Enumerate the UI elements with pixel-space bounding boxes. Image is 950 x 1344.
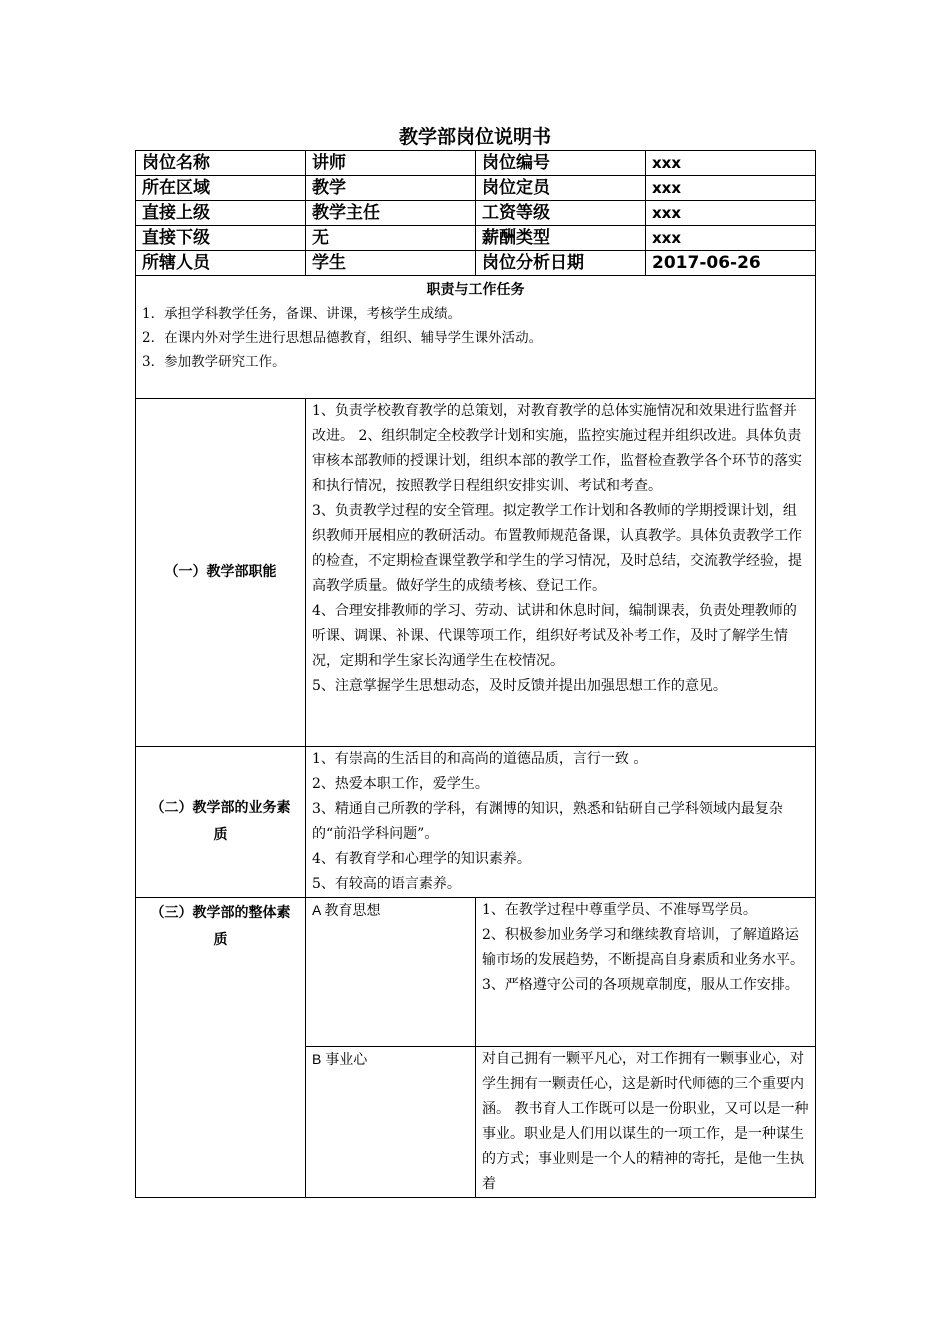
info-label: 工资等级 [476,201,646,226]
info-value: xxx [646,201,816,226]
info-label: 岗位编号 [476,151,646,176]
info-row [136,176,816,201]
section-paragraph: 1、在教学过程中尊重学员、不准辱骂学员。 [482,902,757,918]
document-title: 教学部岗位说明书 [398,126,551,148]
info-label: 所辖人员 [136,251,306,276]
info-label: 岗位名称 [136,151,306,176]
info-value: xxx [646,226,816,251]
duties-heading: 职责与工作任务 [426,282,525,298]
duties-cell [136,276,816,399]
section-paragraph: 3、精通自己所教的学科，有渊博的知识，熟悉和钻研自己学科领域内最复杂的“前沿学科问题”。 [312,801,783,842]
info-row [136,201,816,226]
section-label: （一）教学部职能 [136,399,306,747]
subsection-content [476,1047,816,1198]
section-paragraph: 5、有较高的语言素养。 [312,876,461,892]
subsection-label: B 事业心 [306,1047,476,1198]
subsection-content [476,898,816,1047]
info-label: 所在区域 [136,176,306,201]
info-value: 学生 [306,251,476,276]
section-paragraph: 4、合理安排教师的学习、劳动、试讲和休息时间，编制课表，负责处理教师的听课、调课、补课、代课等项工作，组织好考试及补考工作，及时了解学生情况，定期和学生家长沟通学生在校情况。 [312,603,797,669]
section-paragraph: 5、注意掌握学生思想动态，及时反馈并提出加强思想工作的意见。 [312,678,727,694]
section-row [136,747,816,898]
section-content [306,399,816,747]
subsection-label: A 教育思想 [306,898,476,1047]
section-label: （二）教学部的业务素质 [136,747,306,898]
info-row [136,226,816,251]
info-row [136,151,816,176]
section-paragraph: 对自己拥有一颗平凡心，对工作拥有一颗事业心，对学生拥有一颗责任心，这是新时代师德的三个重要内涵。 教书育人工作既可以是一份职业，又可以是一种事业。职业是人们用以谋生的一项工作，是一种谋生的方式；事业则是一个人的精神的寄托，是他一生执着 [482,1051,809,1192]
info-value: 教学 [306,176,476,201]
section-label: （三）教学部的整体素质 [136,898,306,1198]
info-value: 讲师 [306,151,476,176]
section-paragraph: 3、严格遵守公司的各项规章制度，服从工作安排。 [482,977,799,993]
info-label: 岗位定员 [476,176,646,201]
duty-item: 1．承担学科教学任务，备课、讲课，考核学生成绩。 [142,306,462,322]
section-paragraph: 2、积极参加业务学习和继续教育培训，了解道路运输市场的发展趋势，不断提高自身素质和业务水平。 [482,927,804,968]
info-label: 薪酬类型 [476,226,646,251]
job-description-table [135,150,816,1198]
info-label: 岗位分析日期 [476,251,646,276]
info-label: 直接上级 [136,201,306,226]
section-row [136,898,816,1047]
duty-item: 3．参加教学研究工作。 [142,354,286,370]
duties-row [136,276,816,399]
info-value: 教学主任 [306,201,476,226]
section-paragraph: 3、负责教学过程的安全管理。拟定教学工作计划和各教师的学期授课计划，组织教师开展相应的教研活动。布置教师规范备课，认真教学。具体负责教学工作的检查，不定期检查课堂教学和学生的学习情况，及时总结，交流教学经验，提高教学质量。做好学生的成绩考核、登记工作。 [312,503,802,594]
section-row [136,399,816,747]
section-paragraph: 2、热爱本职工作，爱学生。 [312,776,489,792]
info-value: 无 [306,226,476,251]
section-paragraph: 1、负责学校教育教学的总策划，对教育教学的总体实施情况和效果进行监督并改进。 2、组织制定全校教学计划和实施，监控实施过程并组织改进。具体负责审核本部教师的授课计划，组织本部的教学工作，监督检查教学各个环节的落实和执行情况，按照教学日程组织安排实训、考试和考查。 [312,403,802,494]
info-row [136,251,816,276]
info-value: xxx [646,176,816,201]
section-paragraph: 1、有崇高的生活目的和高尚的道德品质，言行一致 。 [312,751,648,767]
analysis-date: 2017-06-26 [646,251,816,276]
duty-item: 2．在课内外对学生进行思想品德教育，组织、辅导学生课外活动。 [142,330,543,346]
section-paragraph: 4、有教育学和心理学的知识素养。 [312,851,531,867]
section-content [306,747,816,898]
info-value: xxx [646,151,816,176]
info-label: 直接下级 [136,226,306,251]
